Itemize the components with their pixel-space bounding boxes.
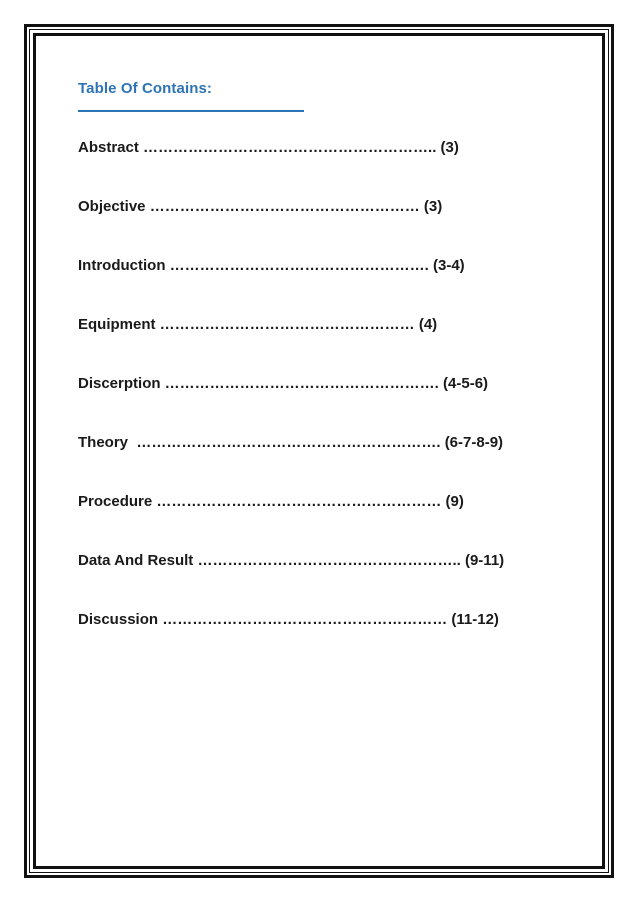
toc-entry-title: Abstract bbox=[78, 139, 139, 156]
toc-entry-leader: ………………………………………………… bbox=[152, 493, 446, 510]
toc-entry-pages: (4-5-6) bbox=[443, 375, 489, 392]
toc-entry-leader: ………………………………………………….. bbox=[138, 139, 441, 156]
toc-entry-pages: (6-7-8-9) bbox=[444, 434, 504, 451]
toc-entry-discussion bbox=[78, 611, 504, 670]
toc-entry-leader: ………………………………………………… bbox=[158, 611, 452, 628]
toc-entry-abstract bbox=[78, 139, 504, 198]
toc-entry-discerption bbox=[78, 375, 504, 434]
toc-entry-title: Data And Result bbox=[78, 552, 194, 569]
toc-entry-pages: (4) bbox=[418, 316, 438, 333]
toc-entry-title: Theory bbox=[78, 434, 129, 451]
toc-entry-title: Discussion bbox=[78, 611, 159, 628]
toc-entry-title: Introduction bbox=[78, 257, 166, 274]
toc-entry-title: Objective bbox=[78, 198, 146, 215]
toc-entry-leader: …………………………………………… bbox=[155, 316, 419, 333]
toc-entry-theory bbox=[78, 434, 504, 493]
toc-entry-introduction bbox=[78, 257, 504, 316]
toc-entry-leader: ………………………………………………. bbox=[160, 375, 444, 392]
toc-heading-underline bbox=[78, 110, 304, 112]
toc-entry-objective bbox=[78, 198, 504, 257]
toc-entry-leader: ……………………………………………………. bbox=[128, 434, 445, 451]
toc-entry-title: Equipment bbox=[78, 316, 156, 333]
toc-entry-pages: (3) bbox=[440, 139, 459, 156]
toc-entry-data-and-result bbox=[78, 552, 504, 611]
table-of-contents bbox=[78, 139, 504, 670]
toc-entry-pages: (9) bbox=[445, 493, 464, 510]
toc-entry-pages: (9-11) bbox=[464, 552, 505, 569]
toc-entry-pages: (3) bbox=[423, 198, 443, 215]
toc-entry-pages: (3-4) bbox=[433, 257, 465, 274]
toc-entry-leader: ……………………………………………… bbox=[145, 198, 424, 215]
toc-entry-leader: …………………………………………….. bbox=[193, 552, 465, 569]
toc-entry-title: Discerption bbox=[78, 375, 161, 392]
toc-entry-pages: (11-12) bbox=[451, 611, 499, 628]
toc-entry-title: Procedure bbox=[78, 493, 153, 510]
toc-entry-procedure bbox=[78, 493, 504, 552]
toc-entry-leader: ……………………………………………. bbox=[165, 257, 433, 274]
toc-heading: Table Of Contains: bbox=[78, 80, 213, 97]
toc-entry-equipment bbox=[78, 316, 504, 375]
